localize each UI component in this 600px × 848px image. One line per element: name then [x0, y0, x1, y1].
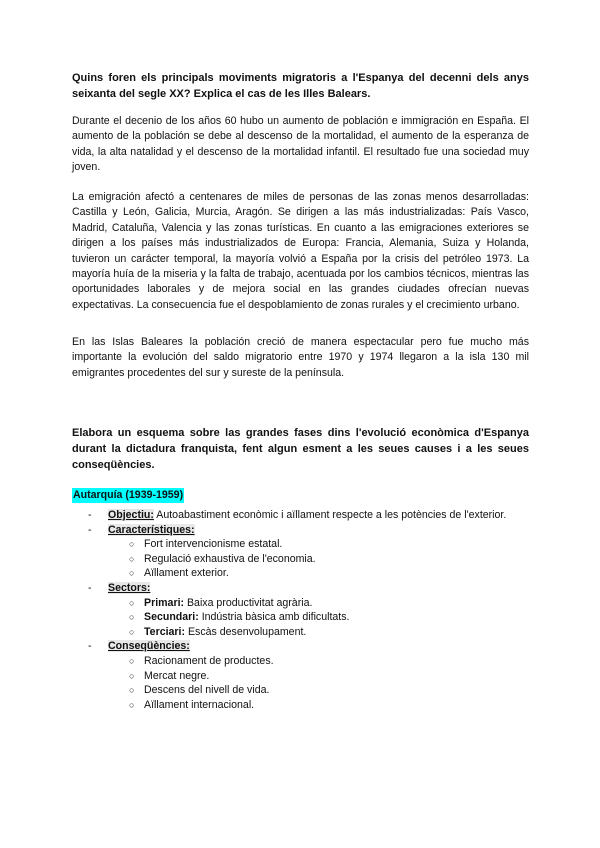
list-item: ○ Racionament de productes. [129, 654, 274, 667]
characteristics-label: Característiques: [108, 523, 195, 536]
list-item: ○ Terciari: Escàs desenvolupament. [129, 625, 307, 638]
circle-bullet: ○ [129, 553, 135, 564]
circle-bullet: ○ [129, 568, 135, 579]
circle-bullet: ○ [129, 539, 135, 550]
consequences-list [108, 654, 529, 712]
paragraph-2: La emigración afectó a centenares de miles de personas de las zonas menos desarrolladas: Castilla y León, Galicia, Murcia, Aragón. Se dirigen a las más industrializadas: País Vasco, Madrid, Cataluña, Valencia y las zonas turísticas. En cuanto a las emigraciones exteriores se dirigen a los países más industrializados de Europa: Francia, Alemania, Suiza y Holanda, tuvieron un carácter temporal, la mayoría volvió a España por la crisis del petróleo 1973. La mayoría huía de la miseria y la falta de trabajo, acentuada por los cambios técnicos, mientras las oportunidades laborales y de mejora social en las grandes ciudades ofrecían nuevas expectativas. La consecuencia fue el despoblamiento de zonas rurales y el crecimiento urbano. [72, 191, 529, 311]
outline [72, 508, 529, 712]
circle-bullet: ○ [129, 685, 135, 696]
circle-bullet: ○ [129, 597, 135, 608]
section-heading [72, 485, 184, 503]
circle-bullet: ○ [129, 699, 135, 710]
section-title: Autarquía (1939-1959) [73, 489, 184, 501]
circle-bullet: ○ [129, 626, 135, 637]
outline-item-objective [72, 508, 529, 523]
list-item: ○ Regulació exhaustiva de l'economia. [129, 552, 316, 565]
dash-bullet: - [88, 640, 92, 653]
question-1: Quins foren els principals moviments migratoris a l'Espanya del decenni dels anys seixanta del segle XX? Explica el cas de les Illes Balears. [72, 72, 529, 100]
objective-text: Autoabastiment econòmic i aïllament respecte a les potències de l'exterior. [153, 509, 507, 521]
list-item: ○ Mercat negre. [129, 669, 210, 682]
circle-bullet: ○ [129, 670, 135, 681]
outline-item-characteristics [72, 523, 529, 581]
characteristics-list [108, 537, 529, 581]
question-2: Elabora un esquema sobre las grandes fases dins l'evolució econòmica d'Espanya durant la dictadura franquista, fent algun esment a les seues causes i a les seues conseqüències. [72, 427, 529, 471]
list-item: ○ Primari: Baixa productivitat agrària. [129, 596, 313, 609]
circle-bullet: ○ [129, 612, 135, 623]
dash-bullet: - [88, 509, 92, 521]
paragraph-3: En las Islas Baleares la población creció de manera espectacular pero fue mucho más importante la evolución del saldo migratorio entre 1970 y 1974 llegaron a la isla 130 mil emigrantes procedentes del sur y sureste de la península. [72, 336, 529, 379]
consequences-label: Conseqüències: [108, 640, 190, 653]
sectors-list [108, 596, 529, 640]
paragraph-1: Durante el decenio de los años 60 hubo un aumento de población e immigración en España. El aumento de la población se debe al descenso de la mortalidad, el aumento de la esperanza de vida, la alta natalidad y el descenso de la mortalidad infantil. El resultado fue una sociedad muy joven. [72, 115, 529, 174]
dash-bullet: - [88, 523, 92, 536]
outline-item-sectors [72, 581, 529, 639]
circle-bullet: ○ [129, 655, 135, 666]
outline-list [72, 508, 529, 712]
outline-item-consequences [72, 639, 529, 712]
list-item: ○ Descens del nivell de vida. [129, 684, 270, 697]
list-item: ○ Aïllament internacional. [129, 698, 255, 711]
list-item: ○ Aïllament exterior. [129, 567, 229, 580]
objective-label: Objectiu: [108, 509, 154, 521]
dash-bullet: - [88, 581, 92, 594]
list-item: ○ Fort intervencionisme estatal. [129, 538, 283, 551]
sectors-label: Sectors: [108, 581, 151, 594]
list-item: ○ Secundari: Indústria bàsica amb dificultats. [129, 611, 350, 624]
